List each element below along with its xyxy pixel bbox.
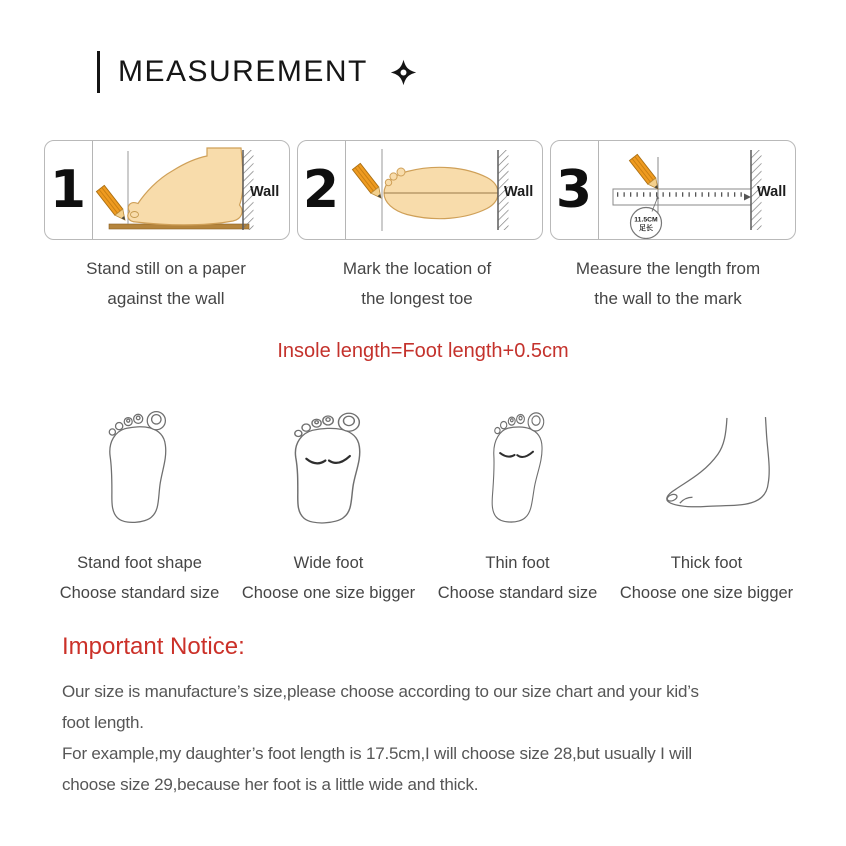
toenail	[131, 212, 139, 218]
standard-foot-outline	[65, 398, 215, 534]
thick-foot-side-outline	[632, 398, 782, 534]
foot-side-view	[128, 148, 243, 225]
notice-line: Our size is manufacture’s size,please choose according to our size chart and your kid’s	[62, 682, 699, 701]
page-title: MEASUREMENT	[118, 55, 368, 88]
pencil-icon	[352, 163, 385, 201]
thin-foot-caption: Thin foot Choose standard size	[437, 554, 598, 602]
header-accent-bar	[97, 51, 100, 93]
divider	[92, 141, 93, 239]
pencil-icon	[96, 185, 129, 223]
notice-line: foot length.	[62, 713, 144, 732]
four-petal-star-icon	[390, 59, 417, 86]
thick-foot-cell	[612, 398, 801, 534]
important-notice-body	[62, 676, 846, 800]
step-3-box	[550, 140, 796, 240]
step-2-box	[297, 140, 543, 240]
wide-foot-caption: Wide foot Choose one size bigger	[241, 554, 416, 602]
steps-row	[44, 140, 846, 240]
step-2-caption: Mark the location of the longest toe	[342, 259, 492, 308]
wall-label: Wall	[250, 184, 280, 200]
pencil-icon	[629, 154, 662, 192]
step-1-number: 1	[49, 160, 87, 220]
notice-line: choose size 29,because her foot is a little wide and thick.	[62, 775, 479, 794]
divider	[598, 141, 599, 239]
notice-line: For example,my daughter’s foot length is 17.5cm,I will choose size 28,but usually I will	[62, 744, 692, 763]
foot-type-captions-row	[45, 548, 846, 608]
step-3-caption: Measure the length from the wall to the mark	[575, 259, 761, 308]
step-3-illustration-ruler	[601, 141, 793, 239]
step-1-caption: Stand still on a paper against the wall	[86, 259, 246, 308]
bubble-length-value: 11.5CM	[634, 216, 658, 224]
thin-foot-cell	[423, 398, 612, 534]
step-1-box	[44, 140, 290, 240]
step-captions-row	[44, 254, 846, 314]
standard-foot-caption: Stand foot shape Choose standard size	[59, 554, 220, 602]
foot-types-row	[45, 398, 846, 534]
wall-label: Wall	[757, 184, 787, 200]
wall-label: Wall	[504, 184, 534, 200]
important-notice-title: Important Notice:	[62, 633, 245, 660]
wide-foot-cell	[234, 398, 423, 534]
insole-length-formula: Insole length=Foot length+0.5cm	[277, 340, 569, 362]
step-3-number: 3	[555, 160, 593, 220]
divider	[345, 141, 346, 239]
thick-foot-caption: Thick foot Choose one size bigger	[619, 554, 794, 602]
step-1-illustration-foot-side-view	[95, 141, 287, 239]
header	[97, 50, 846, 94]
bubble-foot-length-cn: 足长	[639, 225, 653, 232]
step-2-number: 2	[302, 160, 340, 220]
thin-foot-outline	[443, 398, 593, 534]
standard-foot-cell	[45, 398, 234, 534]
ruler	[613, 189, 751, 205]
step-2-illustration-foot-top-view	[348, 141, 540, 239]
wide-foot-outline	[254, 398, 404, 534]
